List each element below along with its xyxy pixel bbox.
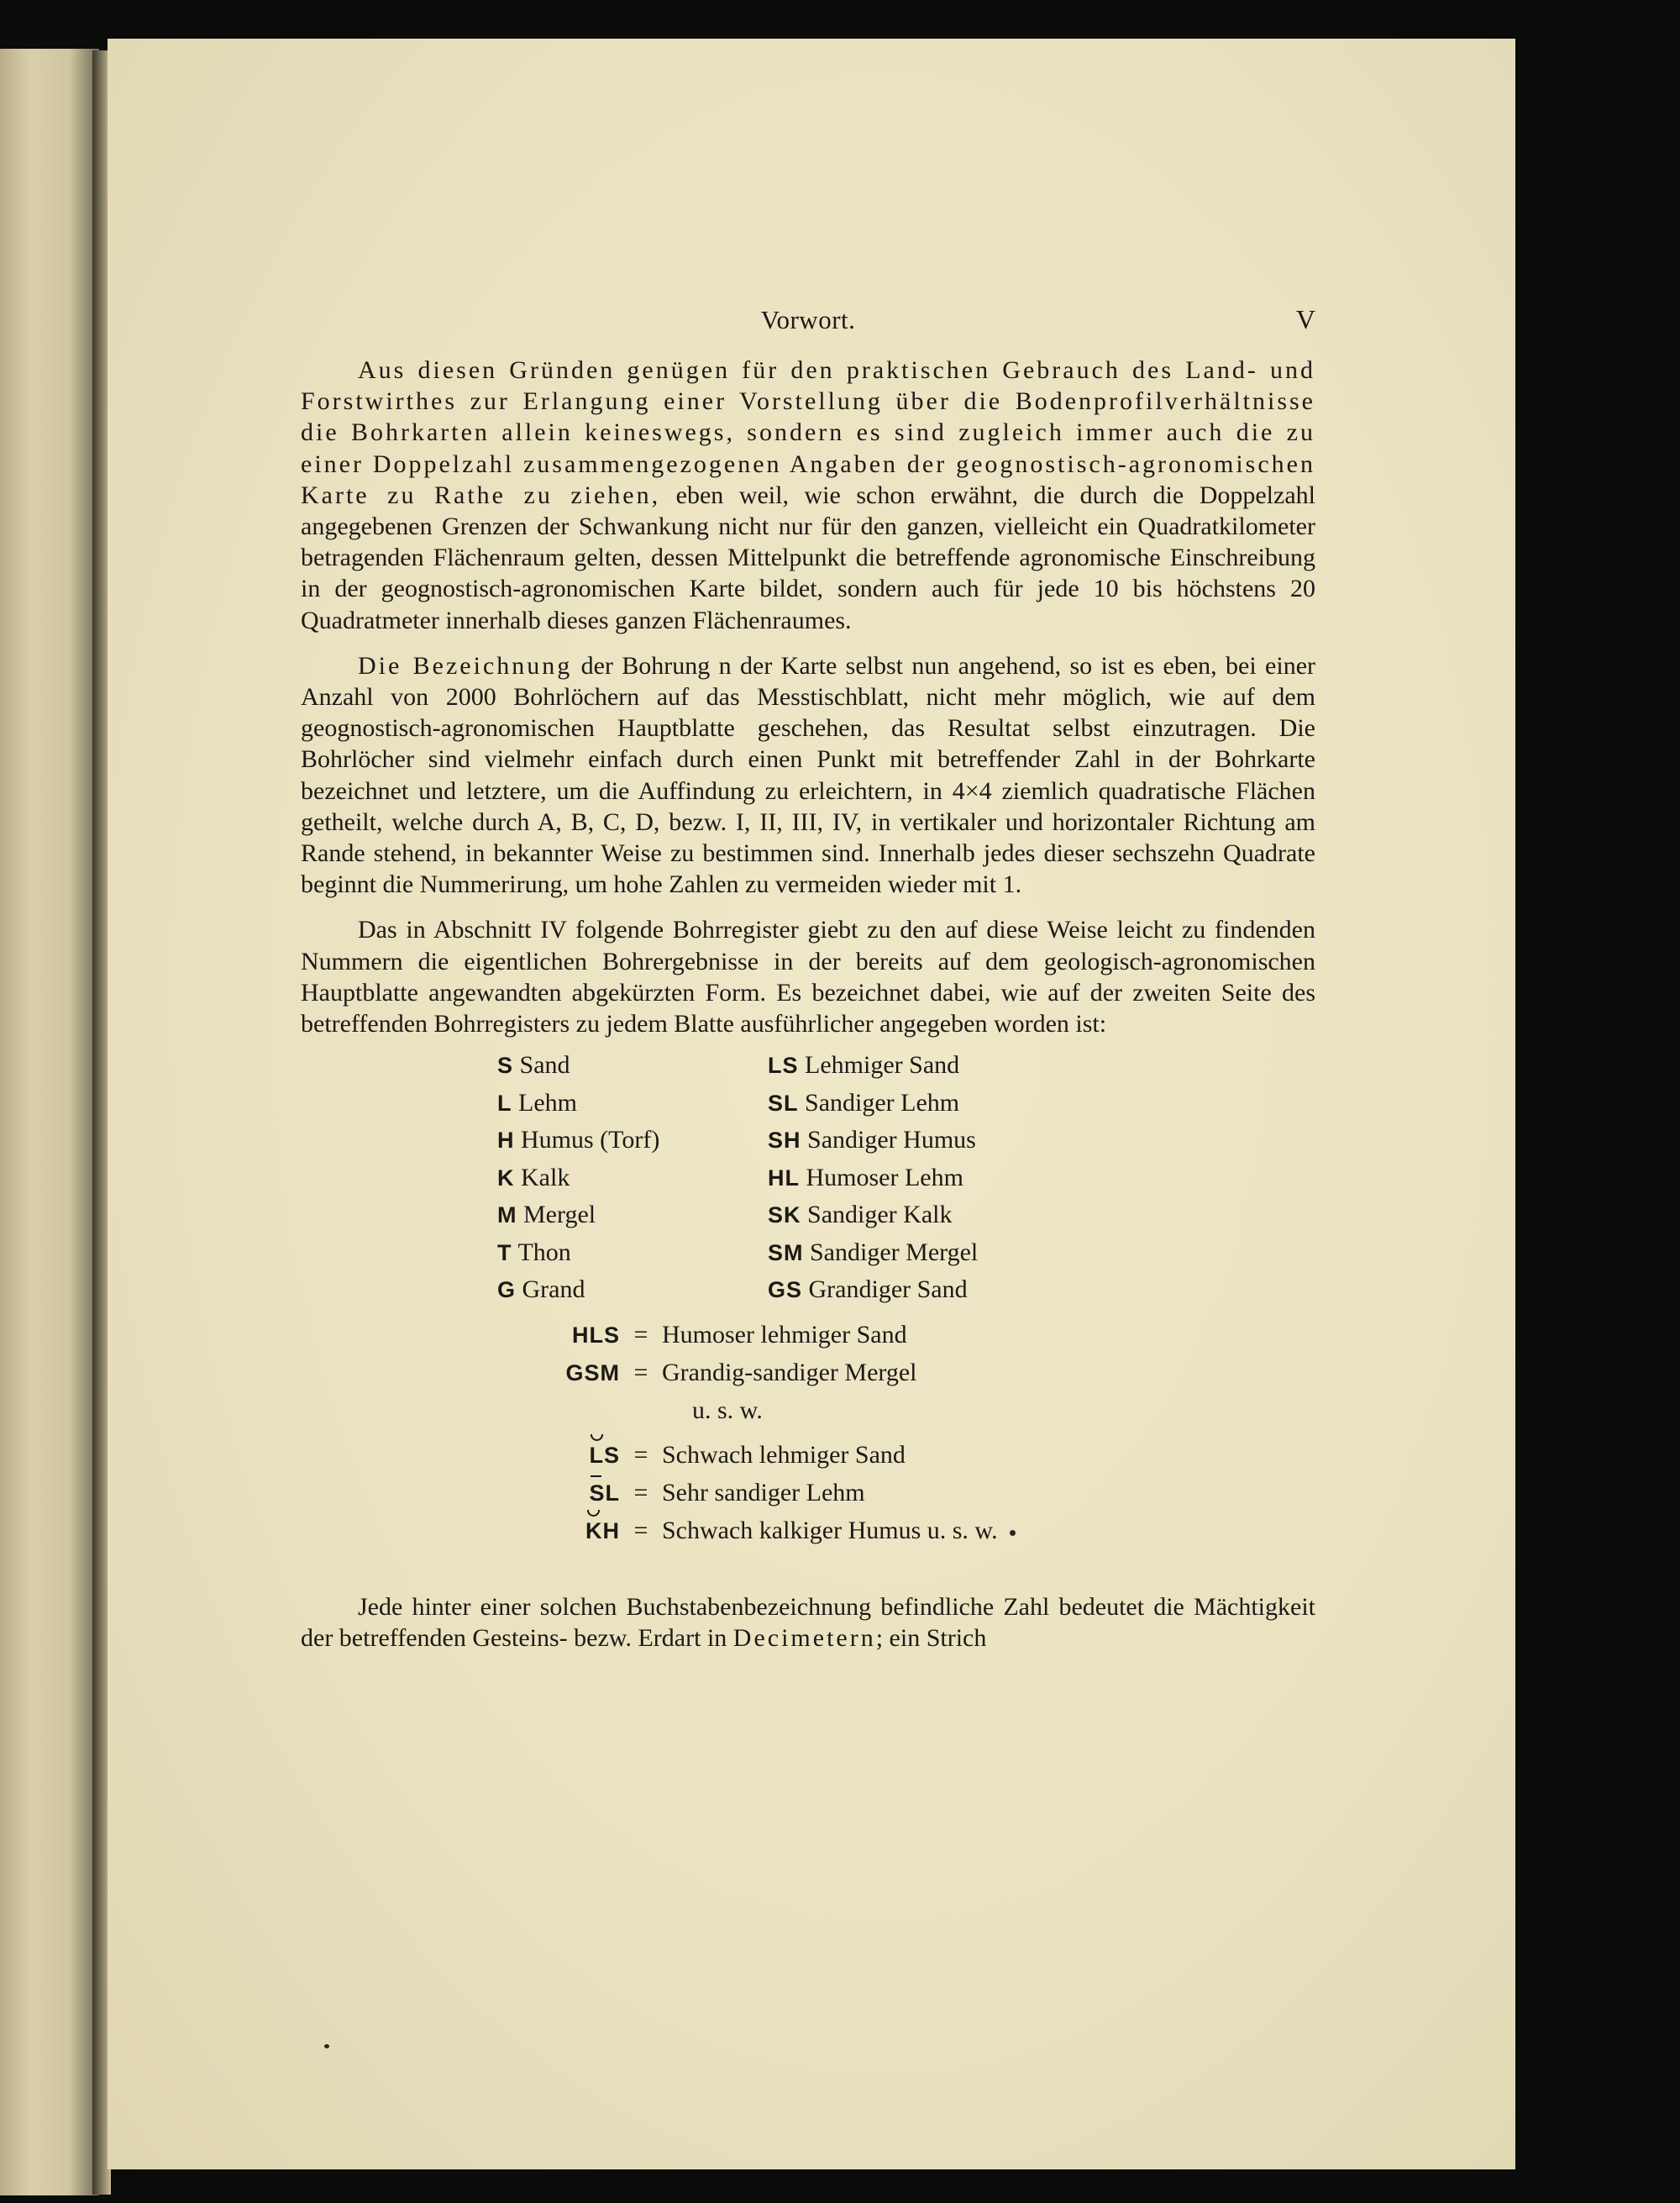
legend-abbr: SM [768,1239,804,1265]
legend-label: Lehm [518,1088,577,1117]
legend-abbr: SH [768,1128,801,1154]
modifier-item [561,1474,1315,1512]
legend-item [497,1274,768,1306]
legend-label: Sand [519,1051,570,1080]
legend-abbr: LS [768,1053,799,1079]
legend-item [768,1124,1045,1156]
closing-emphasis: Decimetern [732,1624,876,1653]
paragraph-1 [301,355,1315,636]
legend-item [497,1199,768,1231]
modifier-abbr [561,1437,620,1475]
modifier-label: Sehr sandiger Lehm [662,1479,865,1507]
paragraph-2-text: der Bohrung n der Karte selbst nun angehend, so ist es eben, bei einer Anzahl von 2000 Bohrlöchern auf das Messtischblatt, nicht mehr möglich, wie auf dem geognostisch-agronomischen Hauptblatte geschehen, das Resultat selbst einzutragen. Die Bohrlöcher sind vielmehr einfach durch einen Punkt mit betreffender Zahl in der Bohrkarte bezeichnet und letztere, um die Auffindung zu erleichtern, in 4×4 ziemlich quadratische Flächen getheilt, welche durch A, B, C, D, bezw. I, II, III, IV, in vertikaler und horizontaler Richtung am Rande stehend, in bekannter Weise zu bestimmen sind. Innerhalb jedes dieser sechszehn Quadrate beginnt die Nummerirung, um hohe Zahlen zu vermeiden wieder mit 1. [301,651,1316,899]
legend-label: Sandiger Humus [807,1126,976,1154]
legend-abbr: G [497,1277,517,1303]
legend-item [768,1087,1045,1119]
legend-label: Grandiger Sand [808,1275,968,1304]
legend-abbr: GS [768,1277,803,1303]
legend-label: Grand [522,1275,585,1304]
etc-note: u. s. w. [692,1396,763,1425]
paragraph-3-text: Das in Abschnitt IV folgende Bohrregister giebt zu den auf diese Weise leicht zu findenden Nummern die eigentlichen Bohrergebnisse in der bereits auf dem geologisch-agronomischen Hauptblatte angewandten abgekürzten Form. Es bezeichnet dabei, wie auf der zweiten Seite des betreffenden Bohrregisters zu jedem Blatte ausführlicher angegeben worden ist: [301,916,1315,1038]
legend-abbr: SK [768,1202,801,1228]
modifier-abbr [561,1475,620,1512]
legend-item [497,1162,768,1194]
legend-item [768,1274,1045,1306]
modifier-abbr [561,1512,620,1550]
legend-item [768,1049,1045,1081]
legend-item [497,1087,768,1119]
legend-item [768,1162,1045,1194]
legend-item [497,1049,768,1081]
paragraph-2-spaced: Die Bezeichnung [358,651,573,680]
legend-abbr: S [497,1053,514,1079]
legend-abbr: H [497,1128,515,1154]
equals-sign: = [633,1479,648,1507]
combination-label: Humoser lehmiger Sand [662,1321,907,1349]
closing-text-end: ; ein Strich [875,1624,987,1653]
paragraph-1-spaced: Aus diesen Gründen genügen für den praktischen Gebrauch des Land- und Forstwirthes zur Erlangung einer Vorstellung über die Bodenprofilverhältnisse die Bohrkarten allein keineswegs, sondern es sind zugleich immer auch die zu einer Doppelzahl zusammengezogenen Angaben der geognostisch-agronomischen Karte zu Rathe zu ziehen, [301,356,1315,509]
page-title: Vorwort. [760,305,856,334]
combination-abbr: GSM [565,1360,620,1386]
legend-item [497,1237,768,1269]
modifier-item [561,1512,1315,1549]
running-header [301,304,1315,338]
legend-abbr: L [497,1090,512,1116]
modifier-abbr-rest: H [602,1518,620,1544]
combination-legend [561,1316,1315,1549]
legend-abbr: M [497,1202,517,1228]
soil-legend [497,1049,1315,1306]
legend-label: Sandiger Kalk [807,1201,953,1229]
legend-label: Lehmiger Sand [805,1051,960,1080]
legend-label: Sandiger Mergel [810,1238,979,1266]
combination-item [561,1354,1315,1391]
equals-sign: = [633,1321,648,1349]
legend-abbr: K [497,1165,515,1191]
modifier-item [561,1436,1315,1474]
combination-abbr: HLS [572,1322,620,1349]
macron-mark: S [589,1480,606,1506]
legend-label: Humoser Lehm [806,1163,963,1191]
legend-abbr: HL [768,1165,800,1191]
legend-label: Mergel [523,1201,596,1229]
book-page [108,39,1515,2169]
legend-item [497,1124,768,1156]
facing-page-edge [0,49,99,2195]
equals-sign: = [633,1441,648,1470]
combination-label: Grandig-sandiger Mergel [662,1359,917,1387]
closing-text: Jede hinter einer solchen Buchstabenbezeichnung befindliche Zahl bedeutet die Mächtigkeit der betreffenden Gesteins- bezw. Erdart in [301,1593,1315,1653]
legend-label: Sandiger Lehm [805,1088,960,1117]
legend-label: Kalk [521,1163,570,1191]
legend-label: Humus (Torf) [521,1126,660,1154]
modifier-label: Schwach kalkiger Humus u. s. w. [662,1517,998,1545]
ink-speck [324,2044,329,2048]
paragraph-1-text: eben weil, wie schon erwähnt, die durch die Doppelzahl angegebenen Grenzen der Schwankung nicht nur für den ganzen, vielleicht ein Quadratkilometer betragenden Flächenraum gelten, dessen Mittelpunkt die betreffende agronomische Einschreibung in der geognostisch-agronomischen Karte bildet, sondern auch für jede 10 bis höchstens 20 Quadratmeter innerhalb dieses ganzen Flächenraumes. [301,481,1315,634]
legend-abbr: SL [768,1090,799,1116]
paragraph-3 [301,914,1315,1039]
equals-sign: = [633,1359,648,1387]
legend-label: Thon [517,1238,571,1266]
combination-item [561,1316,1315,1354]
legend-abbr: T [497,1239,512,1265]
equals-sign: = [633,1517,648,1545]
page-number: V [1295,304,1315,334]
paragraph-2 [301,650,1315,901]
breve-mark: K [585,1518,603,1544]
legend-item [768,1199,1045,1231]
modifier-label: Schwach lehmiger Sand [662,1441,906,1470]
modifier-abbr-rest: S [603,1443,620,1469]
breve-mark: L [589,1443,604,1469]
closing-paragraph [301,1591,1315,1654]
page-content [301,304,1315,1654]
modifier-abbr-rest: L [605,1480,620,1506]
legend-item [768,1237,1045,1269]
